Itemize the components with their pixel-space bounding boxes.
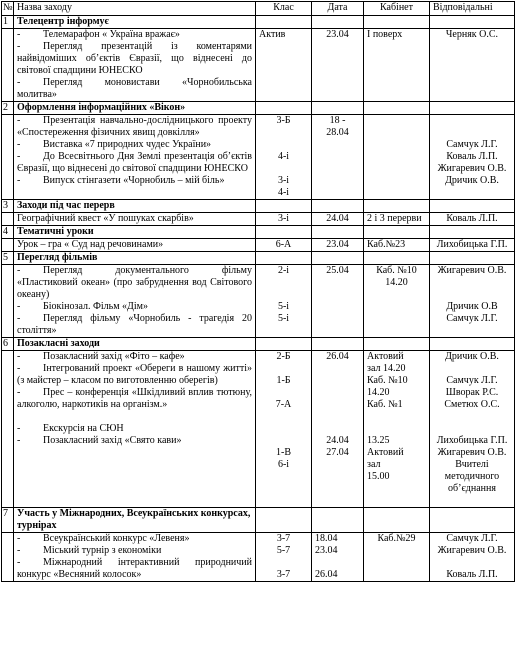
- date-value: 26.04: [326, 351, 349, 362]
- resp-value: Самчук Л.Г.: [446, 313, 498, 324]
- event-item: - Телемарафон « Україна вражає»: [17, 29, 252, 41]
- event-item: - Екскурсія на СЮН: [17, 423, 252, 435]
- klas-value: 7-А: [275, 399, 292, 410]
- section-title: Оформлення інформаційних «Вікон»: [14, 102, 256, 115]
- event-item: Географічний квест «У пошуках скарбів»: [14, 213, 256, 226]
- klas-cell: 6-А: [256, 239, 312, 252]
- resp-value: Жигаревич О.В.: [437, 265, 507, 276]
- room-value: 14.20: [367, 387, 390, 398]
- resp-value: Дричик О.В.: [445, 351, 499, 362]
- section-title: Участь у Міжнародних, Всеукраїнських конкурсах, турнірах: [14, 508, 256, 533]
- room-value: 15.00: [367, 471, 390, 482]
- room-cell: [364, 351, 430, 508]
- room-value: 14.20: [385, 277, 408, 288]
- event-item: - Виставка «7 природних чудес України»: [17, 139, 252, 151]
- room-value: Каб. №10: [376, 265, 417, 276]
- events-table: [1, 1, 515, 582]
- event-item: - Біокінозал. Фільм «Дім»: [17, 301, 252, 313]
- event-item: - Випуск стінгазети «Чорнобиль – мій біль»: [17, 175, 252, 187]
- header-num: №: [2, 2, 14, 16]
- room-value: Каб. №10: [367, 375, 408, 386]
- resp-value: Лихобицька Г.П.: [436, 435, 508, 446]
- klas-value: 3-7: [276, 569, 291, 580]
- date-cell: 23.04: [312, 29, 364, 102]
- date-value: 18 -: [329, 115, 346, 126]
- event-names: [14, 533, 256, 582]
- header-resp: Відповідальні: [430, 2, 515, 16]
- event-item: - Всеукраїнський конкурс «Левеня»: [17, 533, 252, 545]
- section-title: Перегляд фільмів: [14, 252, 256, 265]
- header-row: [2, 2, 515, 16]
- resp-value: об’єднання: [448, 483, 496, 494]
- section-title: Тематичні уроки: [14, 226, 256, 239]
- header-name: Назва заходу: [14, 2, 256, 16]
- event-item: Урок – гра « Суд над речовинами»: [14, 239, 256, 252]
- klas-value: 3-Б: [276, 115, 291, 126]
- date-value: 27.04: [326, 447, 349, 458]
- section-row: [2, 102, 515, 115]
- table-row: [2, 29, 515, 102]
- date-cell: 25.04: [312, 265, 364, 338]
- section-num: 1: [2, 16, 14, 29]
- resp-value: Дричик О.В.: [445, 175, 499, 186]
- room-value: зал 14.20: [367, 363, 406, 374]
- date-cell: [312, 533, 364, 582]
- klas-cell: [256, 533, 312, 582]
- event-item: - Перегляд документального фільму «Пластиковий океан» (про забруднення вод Світового океану): [17, 265, 252, 301]
- klas-value: 1-В: [276, 447, 291, 458]
- event-item: - Позакласний захід «Свято кави»: [17, 435, 252, 447]
- resp-value: Дричик О.В: [446, 301, 498, 312]
- event-names: [14, 265, 256, 338]
- event-item: - Перегляд презентацій із коментарями найвідоміших об’єктів Євразії, що віднесені до світової спадщини ЮНЕСКО: [17, 41, 252, 77]
- klas-value: 3-7: [276, 533, 291, 544]
- room-cell: І поверх: [364, 29, 430, 102]
- klas-value: 2-Б: [276, 351, 291, 362]
- resp-cell: [430, 351, 515, 508]
- date-value: 18.04: [315, 533, 338, 544]
- event-names: [14, 115, 256, 200]
- section-title: Заходи під час перерв: [14, 200, 256, 213]
- room-value: Актовий: [367, 447, 404, 458]
- table-row: [2, 351, 515, 508]
- resp-value: Вчителі: [455, 459, 489, 470]
- klas-value: 2-і: [277, 265, 290, 276]
- room-cell: Каб.№23: [364, 239, 430, 252]
- table-row: [2, 533, 515, 582]
- header-klas: Клас: [256, 2, 312, 16]
- resp-value: Жигаревич О.В.: [437, 545, 507, 556]
- resp-cell: [430, 533, 515, 582]
- section-row: [2, 508, 515, 533]
- event-item: - Презентація навчально-дослідницького проекту «Спостереження фізичних явищ довкілля»: [17, 115, 252, 139]
- resp-value: Жигаревич О.В.: [437, 447, 507, 458]
- klas-cell: [256, 351, 312, 508]
- date-value: 28.04: [326, 127, 349, 138]
- date-value: 26.04: [315, 569, 338, 580]
- section-num: 5: [2, 252, 14, 265]
- section-title: Телецентр інформує: [14, 16, 256, 29]
- table-row: [2, 213, 515, 226]
- header-date: Дата: [312, 2, 364, 16]
- resp-value: Коваль Л.П.: [446, 569, 498, 580]
- klas-cell: Актив: [256, 29, 312, 102]
- table-row: [2, 265, 515, 338]
- date-value: 24.04: [326, 435, 349, 446]
- resp-value: Самчук Л.Г.: [446, 139, 498, 150]
- resp-cell: Лихобицька Г.П.: [430, 239, 515, 252]
- date-value: 23.04: [315, 545, 338, 556]
- event-names: [14, 29, 256, 102]
- event-item: - Міжнародний інтерактивний природничий конкурс «Весняний колосок»: [17, 557, 252, 581]
- table-row: [2, 115, 515, 200]
- resp-value: Самчук Л.Г.: [446, 375, 498, 386]
- klas-cell: [256, 265, 312, 338]
- date-cell: [312, 115, 364, 200]
- resp-value: Сметюх О.С.: [444, 399, 500, 410]
- header-room: Кабінет: [364, 2, 430, 16]
- resp-cell: Черняк О.С.: [430, 29, 515, 102]
- section-num: 7: [2, 508, 14, 533]
- room-cell: [364, 265, 430, 338]
- resp-value: методичного: [444, 471, 500, 482]
- resp-value: Коваль Л.П.: [446, 151, 498, 162]
- klas-value: 1-Б: [276, 375, 291, 386]
- klas-value: 4-і: [277, 151, 290, 162]
- room-value: Актовий: [367, 351, 404, 362]
- event-item: - Позакласний захід «Фіто – кафе»: [17, 351, 252, 363]
- section-num: 4: [2, 226, 14, 239]
- klas-value: 5-і: [277, 313, 290, 324]
- section-row: [2, 226, 515, 239]
- klas-value: 6-і: [277, 459, 290, 470]
- klas-value: 4-і: [277, 187, 290, 198]
- event-item: - Перегляд моновистави «Чорнобильська молитва»: [17, 77, 252, 101]
- klas-value: 5-і: [277, 301, 290, 312]
- resp-cell: Коваль Л.П.: [430, 213, 515, 226]
- room-value: Каб. №1: [367, 399, 403, 410]
- section-row: [2, 338, 515, 351]
- klas-cell: [256, 115, 312, 200]
- event-item: - До Всесвітнього Дня Землі презентація об’єктів Євразії, що віднесені до світової спадщини ЮНЕСКО: [17, 151, 252, 175]
- resp-value: Самчук Л.Г.: [446, 533, 498, 544]
- klas-value: 5-7: [276, 545, 291, 556]
- room-cell: Каб.№29: [364, 533, 430, 582]
- section-num: 2: [2, 102, 14, 115]
- section-num: 6: [2, 338, 14, 351]
- event-item: - Перегляд фільму «Чорнобиль - трагедія 20 століття»: [17, 313, 252, 337]
- section-title: Позакласні заходи: [14, 338, 256, 351]
- event-names: [14, 351, 256, 508]
- room-value: зал: [367, 459, 381, 470]
- resp-cell: [430, 115, 515, 200]
- event-item: - Інтегрований проект «Обереги в нашому житті» (з майстер – класом по виготовленню оберегів): [17, 363, 252, 387]
- section-row: [2, 200, 515, 213]
- section-num: 3: [2, 200, 14, 213]
- date-cell: 24.04: [312, 213, 364, 226]
- date-cell: [312, 351, 364, 508]
- resp-value: Шворак Р.С.: [445, 387, 499, 398]
- klas-value: 3-і: [277, 175, 290, 186]
- klas-cell: 3-і: [256, 213, 312, 226]
- section-row: [2, 252, 515, 265]
- table-row: [2, 239, 515, 252]
- resp-cell: [430, 265, 515, 338]
- section-row: [2, 16, 515, 29]
- resp-value: Жигаревич О.В.: [437, 163, 507, 174]
- event-item: - Міський турнір з економіки: [17, 545, 252, 557]
- date-cell: 23.04: [312, 239, 364, 252]
- event-item: - Прес – конференція «Шкідливий вплив тютюну, алкоголю, наркотиків на організм.»: [17, 387, 252, 411]
- room-value: 13.25: [367, 435, 390, 446]
- room-cell: 2 і 3 перерви: [364, 213, 430, 226]
